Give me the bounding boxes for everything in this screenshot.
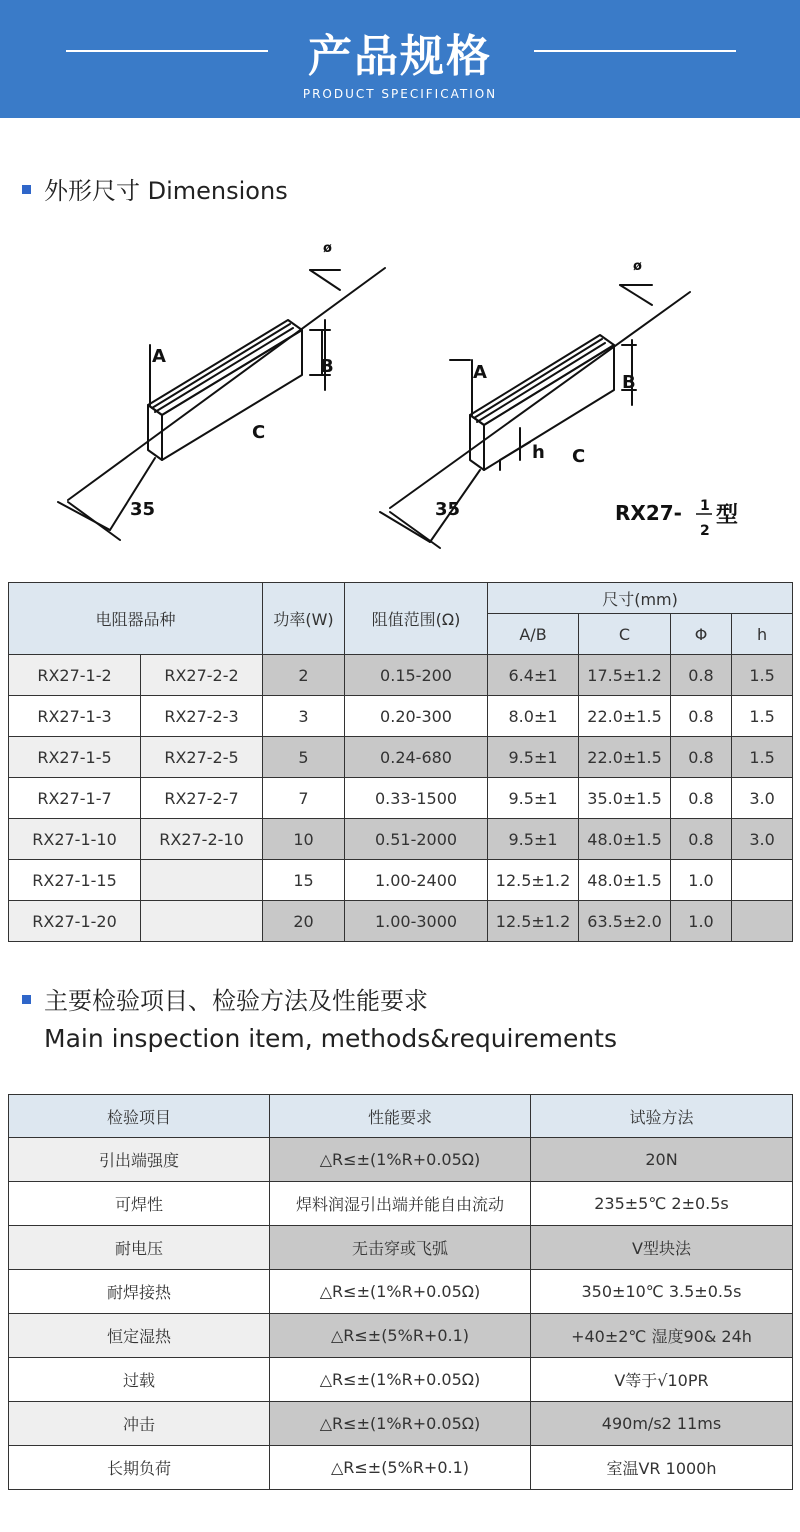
ab-cell: 9.5±1 xyxy=(488,737,579,778)
header-c: C xyxy=(579,614,671,655)
method-cell: 20N xyxy=(531,1138,793,1182)
model-suffix: 型 xyxy=(716,503,739,528)
table-row xyxy=(9,696,793,737)
item-cell: 恒定湿热 xyxy=(9,1314,270,1358)
resistor-drawing-left xyxy=(58,268,385,540)
header-banner xyxy=(0,0,800,118)
table-row xyxy=(9,1402,793,1446)
h-cell: 3.0 xyxy=(732,778,793,819)
range-cell: 1.00-2400 xyxy=(345,860,488,901)
section-bullet-icon xyxy=(22,995,31,1004)
header-ab: A/B xyxy=(488,614,579,655)
right-b-label: B xyxy=(622,372,636,393)
right-phi-label: ø xyxy=(633,259,642,274)
power-cell: 2 xyxy=(263,655,345,696)
section-dimensions-title: 外形尺寸 Dimensions xyxy=(44,177,288,205)
h-cell: 1.5 xyxy=(732,696,793,737)
ab-cell: 12.5±1.2 xyxy=(488,860,579,901)
phi-cell: 0.8 xyxy=(671,737,732,778)
left-a-label: A xyxy=(152,346,166,367)
h-cell: 1.5 xyxy=(732,737,793,778)
left-b-label: B xyxy=(320,356,334,377)
model-fraction-top: 1 xyxy=(700,498,710,514)
table-row xyxy=(9,778,793,819)
phi-cell: 0.8 xyxy=(671,778,732,819)
table-row xyxy=(9,901,793,942)
requirement-cell: △R≤±(1%R+0.05Ω) xyxy=(270,1138,531,1182)
c-cell: 22.0±1.5 xyxy=(579,737,671,778)
dimension-diagram xyxy=(40,230,770,560)
header-dimensions: 尺寸(mm) xyxy=(488,583,793,614)
model-1: RX27-1-3 xyxy=(9,696,141,737)
power-cell: 7 xyxy=(263,778,345,819)
table-row xyxy=(9,1270,793,1314)
table-row xyxy=(9,1358,793,1402)
requirement-cell: △R≤±(5%R+0.1) xyxy=(270,1446,531,1490)
item-cell: 冲击 xyxy=(9,1402,270,1446)
requirement-cell: 无击穿或飞弧 xyxy=(270,1226,531,1270)
table-row xyxy=(9,655,793,696)
phi-cell: 0.8 xyxy=(671,819,732,860)
range-cell: 0.51-2000 xyxy=(345,819,488,860)
ab-cell: 6.4±1 xyxy=(488,655,579,696)
item-cell: 引出端强度 xyxy=(9,1138,270,1182)
phi-cell: 1.0 xyxy=(671,860,732,901)
item-cell: 耐电压 xyxy=(9,1226,270,1270)
phi-cell: 0.8 xyxy=(671,655,732,696)
table-row xyxy=(9,860,793,901)
power-cell: 20 xyxy=(263,901,345,942)
power-cell: 5 xyxy=(263,737,345,778)
method-cell: 350±10℃ 3.5±0.5s xyxy=(531,1270,793,1314)
model-2 xyxy=(141,901,263,942)
table-row xyxy=(9,819,793,860)
power-cell: 10 xyxy=(263,819,345,860)
model-1: RX27-1-7 xyxy=(9,778,141,819)
item-cell: 过载 xyxy=(9,1358,270,1402)
header-phi: Φ xyxy=(671,614,732,655)
h-cell: 1.5 xyxy=(732,655,793,696)
table-row xyxy=(9,1138,793,1182)
phi-cell: 1.0 xyxy=(671,901,732,942)
section-inspection-title-en: Main inspection item, methods&requirements xyxy=(44,1024,617,1053)
model-1: RX27-1-10 xyxy=(9,819,141,860)
section-inspection-title-cn: 主要检验项目、检验方法及性能要求 xyxy=(44,987,428,1015)
header-power: 功率(W) xyxy=(263,583,345,655)
right-drawing-labels xyxy=(435,259,738,539)
model-2 xyxy=(141,860,263,901)
phi-cell: 0.8 xyxy=(671,696,732,737)
item-cell: 可焊性 xyxy=(9,1182,270,1226)
h-cell xyxy=(732,860,793,901)
model-fraction-bottom: 2 xyxy=(700,523,710,539)
ab-cell: 12.5±1.2 xyxy=(488,901,579,942)
c-cell: 35.0±1.5 xyxy=(579,778,671,819)
range-cell: 1.00-3000 xyxy=(345,901,488,942)
model-1: RX27-1-15 xyxy=(9,860,141,901)
range-cell: 0.24-680 xyxy=(345,737,488,778)
header-resistance: 阻值范围(Ω) xyxy=(345,583,488,655)
table-row xyxy=(9,1182,793,1226)
item-cell: 耐焊接热 xyxy=(9,1270,270,1314)
banner-subtitle: PRODUCT SPECIFICATION xyxy=(302,87,498,101)
c-cell: 63.5±2.0 xyxy=(579,901,671,942)
left-phi-label: ø xyxy=(323,241,332,256)
header-variety: 电阻器品种 xyxy=(9,583,263,655)
method-cell: 490m/s2 11ms xyxy=(531,1402,793,1446)
model-label: RX27- xyxy=(615,501,682,525)
method-cell: +40±2℃ 湿度90& 24h xyxy=(531,1314,793,1358)
requirement-cell: 焊料润湿引出端并能自由流动 xyxy=(270,1182,531,1226)
right-h-label: h xyxy=(532,442,545,463)
banner-title: 产品规格 xyxy=(308,31,492,82)
left-c-label: C xyxy=(252,422,266,443)
model-1: RX27-1-20 xyxy=(9,901,141,942)
table-row xyxy=(9,737,793,778)
model-2: RX27-2-10 xyxy=(141,819,263,860)
requirement-cell: △R≤±(1%R+0.05Ω) xyxy=(270,1402,531,1446)
c-cell: 17.5±1.2 xyxy=(579,655,671,696)
power-cell: 3 xyxy=(263,696,345,737)
specification-table xyxy=(8,582,793,942)
range-cell: 0.33-1500 xyxy=(345,778,488,819)
right-c-label: C xyxy=(572,446,586,467)
method-cell: V等于√10PR xyxy=(531,1358,793,1402)
method-cell: 室温VR 1000h xyxy=(531,1446,793,1490)
table-row xyxy=(9,1446,793,1490)
item-cell: 长期负荷 xyxy=(9,1446,270,1490)
requirement-cell: △R≤±(1%R+0.05Ω) xyxy=(270,1270,531,1314)
inspection-table xyxy=(8,1094,793,1490)
model-2: RX27-2-2 xyxy=(141,655,263,696)
h-cell: 3.0 xyxy=(732,819,793,860)
range-cell: 0.20-300 xyxy=(345,696,488,737)
section-bullet-icon xyxy=(22,185,31,194)
power-cell: 15 xyxy=(263,860,345,901)
table-row xyxy=(9,1314,793,1358)
header-requirement: 性能要求 xyxy=(270,1095,531,1138)
method-cell: 235±5℃ 2±0.5s xyxy=(531,1182,793,1226)
header-method: 试验方法 xyxy=(531,1095,793,1138)
h-cell xyxy=(732,901,793,942)
c-cell: 48.0±1.5 xyxy=(579,860,671,901)
table-row xyxy=(9,1226,793,1270)
model-1: RX27-1-2 xyxy=(9,655,141,696)
ab-cell: 8.0±1 xyxy=(488,696,579,737)
right-length-label: 35 xyxy=(435,499,461,520)
range-cell: 0.15-200 xyxy=(345,655,488,696)
ab-cell: 9.5±1 xyxy=(488,819,579,860)
requirement-cell: △R≤±(5%R+0.1) xyxy=(270,1314,531,1358)
header-h: h xyxy=(732,614,793,655)
right-a-label: A xyxy=(473,362,487,383)
model-2: RX27-2-3 xyxy=(141,696,263,737)
left-length-label: 35 xyxy=(130,499,156,520)
requirement-cell: △R≤±(1%R+0.05Ω) xyxy=(270,1358,531,1402)
ab-cell: 9.5±1 xyxy=(488,778,579,819)
model-2: RX27-2-7 xyxy=(141,778,263,819)
model-2: RX27-2-5 xyxy=(141,737,263,778)
c-cell: 22.0±1.5 xyxy=(579,696,671,737)
method-cell: V型块法 xyxy=(531,1226,793,1270)
header-item: 检验项目 xyxy=(9,1095,270,1138)
model-1: RX27-1-5 xyxy=(9,737,141,778)
c-cell: 48.0±1.5 xyxy=(579,819,671,860)
